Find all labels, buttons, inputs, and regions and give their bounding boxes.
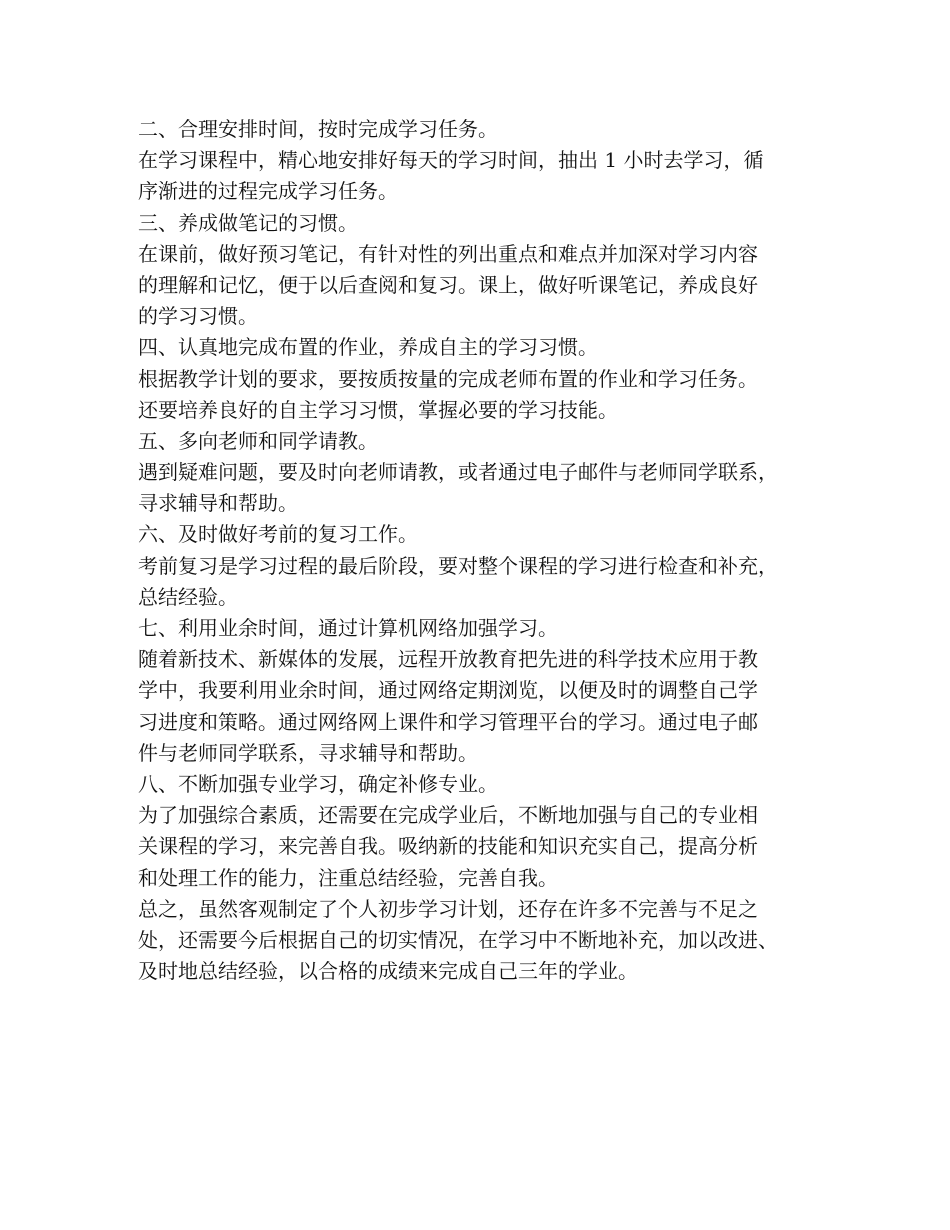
paragraph-line: 学中，我要利用业余时间，通过网络定期浏览，以便及时的调整自己学 [138,678,758,703]
paragraph-line: 的学习习惯。 [138,304,258,329]
paragraph-line: 序渐进的过程完成学习任务。 [138,179,398,204]
conclusion-line: 处，还需要今后根据自己的切实情况，在学习中不断地补充，加以改进、 [138,927,778,952]
section-heading-5: 五、多向老师和同学请教。 [138,428,378,453]
section-heading-4: 四、认真地完成布置的作业，养成自主的学习习惯。 [138,335,598,360]
section-heading-3: 三、养成做笔记的习惯。 [138,210,358,235]
paragraph-line: 为了加强综合素质，还需要在完成学业后，不断地加强与自己的专业相 [138,803,758,828]
paragraph-line: 在学习课程中，精心地安排好每天的学习时间，抽出 1 小时去学习，循 [138,148,764,173]
paragraph-line: 总结经验。 [138,584,238,609]
paragraph-line: 关课程的学习，来完善自我。吸纳新的技能和知识充实自己，提高分析 [138,834,758,859]
paragraph-line: 遇到疑难问题，要及时向老师请教，或者通过电子邮件与老师同学联系， [138,460,778,485]
document-body [138,114,818,987]
paragraph-line: 寻求辅导和帮助。 [138,491,298,516]
paragraph-line: 考前复习是学习过程的最后阶段，要对整个课程的学习进行检查和补充， [138,553,778,578]
conclusion-line: 及时地总结经验，以合格的成绩来完成自己三年的学业。 [138,959,638,984]
paragraph-line: 随着新技术、新媒体的发展，远程开放教育把先进的科学技术应用于教 [138,647,758,672]
paragraph-line: 件与老师同学联系，寻求辅导和帮助。 [138,740,478,765]
conclusion-line: 总之，虽然客观制定了个人初步学习计划，还存在许多不完善与不足之 [138,896,758,921]
paragraph-line: 习进度和策略。通过网络网上课件和学习管理平台的学习。通过电子邮 [138,709,758,734]
section-heading-7: 七、利用业余时间，通过计算机网络加强学习。 [138,616,558,640]
section-heading-8: 八、不断加强专业学习，确定补修专业。 [138,771,498,796]
section-heading-6: 六、及时做好考前的复习工作。 [138,522,418,547]
paragraph-line: 在课前，做好预习笔记，有针对性的列出重点和难点并加深对学习内容 [138,241,758,266]
paragraph-line: 的理解和记忆，便于以后查阅和复习。课上，做好听课笔记，养成良好 [138,272,758,297]
section-heading-2: 二、合理安排时间，按时完成学习任务。 [138,117,498,141]
paragraph-line: 和处理工作的能力，注重总结经验，完善自我。 [138,865,558,890]
paragraph-line: 根据教学计划的要求，要按质按量的完成老师布置的作业和学习任务。 [138,366,758,391]
paragraph-line: 还要培养良好的自主学习习惯，掌握必要的学习技能。 [138,397,618,422]
